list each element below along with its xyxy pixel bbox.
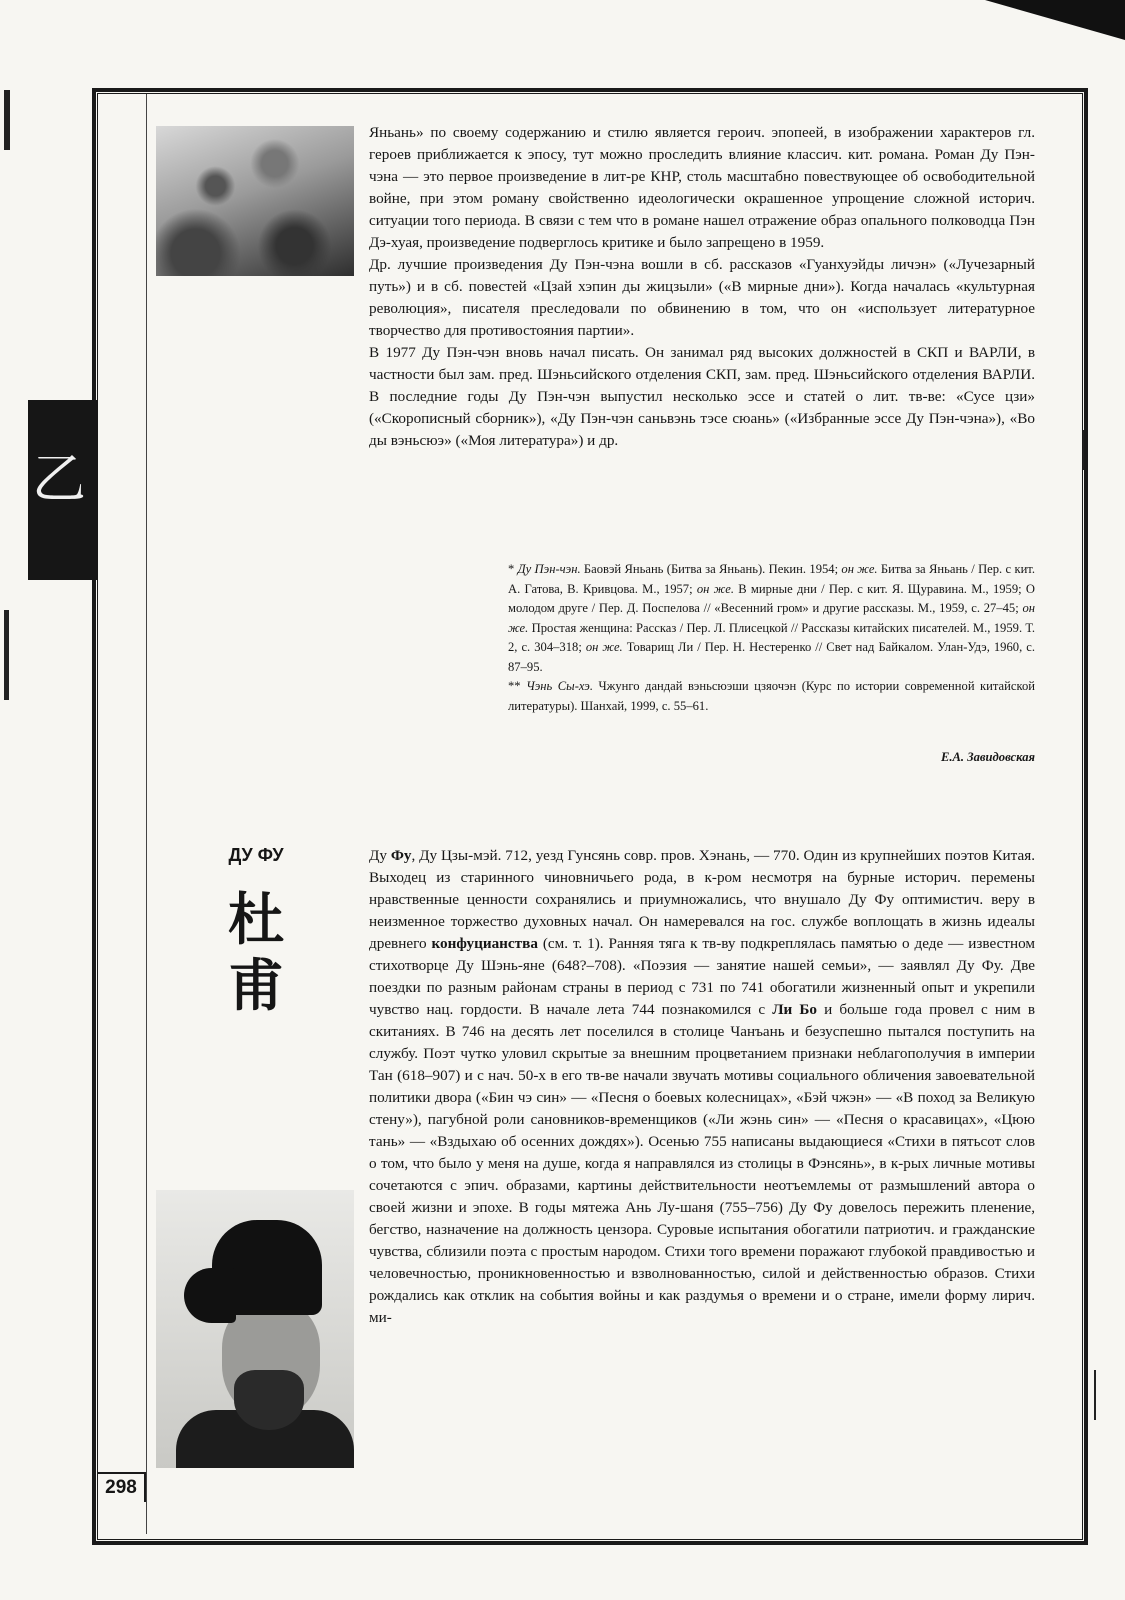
reference-ibid: он же. bbox=[696, 581, 734, 596]
entry-headword: ДУ ФУ bbox=[228, 845, 284, 865]
reference-text: Простая женщина: Рассказ / Пер. Л. Плисецкой // Рассказы китайских писателей. М., 1959. Т. 2, с. 304–318; bbox=[508, 620, 1035, 654]
du-fu-portrait bbox=[156, 1190, 354, 1468]
bibliography bbox=[508, 560, 1035, 716]
reference-ibid: он же. bbox=[841, 562, 878, 576]
reference-entry bbox=[508, 677, 1035, 716]
entry-body bbox=[369, 845, 1035, 1329]
reference-text: Чжунго дандай вэньсюэши цзяочэн (Курс по истории современной китайской литературы). Шанхай, 1999, с. 55–61. bbox=[508, 679, 1035, 713]
paragraph: Яньань» по своему содержанию и стилю является героич. эпопеей, в изображении характеров гл. героев приближается к эпосу, тут можно проследить влияние классич. кит. романа. Роман Ду Пэн-чэна — это первое произведение в лит-ре КНР, столь масштабно повествующее об освободительной войне, при этом роману свойственно идеологически окрашенное упрощение сложной историч. ситуации того периода. В связи с тем что в романе нашел отражение образ опального полководца Пэн Дэ-хуая, произведение подверглось критике и было запрещено в 1959. bbox=[369, 124, 1035, 251]
cross-reference-link[interactable]: конфуцианства bbox=[431, 935, 538, 952]
reference-entry bbox=[508, 560, 1035, 677]
reference-text: Битва за Яньань / Пер. с кит. А. Гатова, В. Кривцова. М., 1957; bbox=[508, 562, 1036, 596]
reference-text: Товарищ Ли / Пер. Н. Нестеренко // Свет над Байкалом. Улан-Удэ, 1960, с. 87–95. bbox=[508, 640, 1035, 674]
reference-ibid: он же. bbox=[585, 640, 623, 654]
scan-edge-mark bbox=[4, 90, 10, 150]
hanzi-char: 杜 bbox=[228, 888, 284, 953]
hanzi-char: 甫 bbox=[228, 954, 284, 1019]
reference-ibid: он же. bbox=[508, 601, 1035, 635]
paragraph: Др. лучшие произведения Ду Пэн-чэна вошли в сб. рассказов «Гуанхуэйды личэн» («Лучезарный путь») и в сб. повестей «Цзай хэпин ды жицзыли» («В мирные дни»). Когда началась «культурная революция», писателя преследовали по обвинению в том, что он «использует литературное творчество для противостояния партии». bbox=[369, 256, 1035, 339]
landscape-illustration bbox=[156, 126, 354, 276]
article-continuation bbox=[369, 122, 1035, 452]
text-run: (см. т. 1). Ранняя тяга к тв-ву подкреплялась памятью о деде — известном стихотворце Ду Шэнь-яне (648?–708). «Поэзия — занятие нашей семьи», — заявлял Ду Фу. Две поездки по разным районам страны в период с 731 по 741 обогатили жизненный опыт и укрепили чувство нац. гордости. В начале лета 744 познакомился с bbox=[369, 935, 1035, 1018]
scan-edge-mark bbox=[1094, 1370, 1096, 1420]
text-run: Ду bbox=[369, 847, 391, 864]
paragraph bbox=[369, 845, 1035, 1329]
reference-text: В мирные дни / Пер. с кит. Я. Щуравина. М., 1959; О молодом друге / Пер. Д. Поспелова // «Весенний гром» и другие рассказы. М., 1959, с. 27–45; bbox=[508, 581, 1035, 615]
scan-corner-mark bbox=[985, 0, 1125, 40]
reference-mark: ** bbox=[508, 679, 521, 693]
reference-author: Ду Пэн-чэн. bbox=[517, 562, 581, 576]
entry-name-bold: Фу bbox=[390, 847, 412, 864]
paragraph: В 1977 Ду Пэн-чэн вновь начал писать. Он занимал ряд высоких должностей в СКП и ВАРЛИ, в частности был зам. пред. Шэньсийского отделения СКП, зам. пред. Шэньсийского отделения ВАРЛИ. В последние годы Ду Пэн-чэн выпустил несколько эссе и статей о лит. тв-ве: «Сусе цзи» («Скорописный сборник»), «Ду Пэн-чэн саньвэнь тэсе сюань» («Избранные эссе Ду Пэн-чэна»), «Во ды вэньсюэ» («Моя литература») и др. bbox=[369, 344, 1035, 449]
cross-reference-link[interactable]: Ли Бо bbox=[772, 1001, 818, 1018]
section-tab-glyph: 乙 bbox=[32, 447, 86, 510]
reference-mark: * bbox=[508, 562, 515, 576]
margin-rule bbox=[146, 94, 147, 1534]
reference-text: Баовэй Яньань (Битва за Яньань). Пекин. 1954; bbox=[580, 562, 842, 576]
text-run: , Ду Цзы-мэй. 712, уезд Гунсянь совр. пров. Хэнань, — 770. Один из крупнейших поэтов Китая. Выходец из старинного чиновничьего рода, в к-ром несмотря на бурные историч. перемены нравственные ценности сохранялись и приумножались, что внушало Ду Фу оптимистич. веру в неизменное торжество духовных начал. Он намеревался на гос. службе воплощать в жизнь идеалы древнего bbox=[369, 847, 1035, 952]
reference-author: Чэнь Сы-хэ. bbox=[526, 679, 594, 693]
page-number: 298 bbox=[98, 1472, 146, 1502]
entry-hanzi bbox=[186, 888, 326, 1020]
scan-edge-mark bbox=[4, 610, 9, 700]
text-run: и больше года провел с ним в скитаниях. В 746 на десять лет поселился в столице Чанъань и безуспешно пытался поступить на службу. Поэт чутко уловил скрытые за внешним процветанием признаки неблагополучия в империи Тан (618–907) и с нач. 50-х в его тв-ве начали звучать мотивы социального обличения завоевательной политики двора («Бин чэ син» — «Песня о боевых колесницах», «Бэй чжэн» — «В поход за Великую стену»), пагубной роли сановников-временщиков («Ли жэнь син» — «Песня о красавицах», «Цюю тань» — «Вздыхаю об осенних дождях»). Осенью 755 написаны выдающиеся «Стихи в пятьсот слов о том, что было у меня на душе, когда я направлялся из столицы в Фэнсянь», в к-рых личные мотивы сочетаются с эпич. образами, картины действительности неотъемлемы от размышлений автора о своей жизни и эпохе. В годы мятежа Ань Лу-шаня (755–756) Ду Фу довелось пережить пленение, бегство, назначение на должность цензора. Суровые испытания обогатили патриотич. и гражданские чувства, сблизили поэта с простым народом. Стихи того времени поражают глубокой правдивостью и человечностью, проникновенностью и взволнованностью, силой и действенностью образов. Стихи рождались как отклик на события войны и как раздумья о времени и о стране, имели форму лирич. ми- bbox=[369, 1001, 1035, 1326]
article-author: Е.А. Завидовская bbox=[940, 750, 1035, 764]
portrait-hat-brim bbox=[184, 1268, 236, 1323]
portrait-beard bbox=[234, 1370, 304, 1430]
